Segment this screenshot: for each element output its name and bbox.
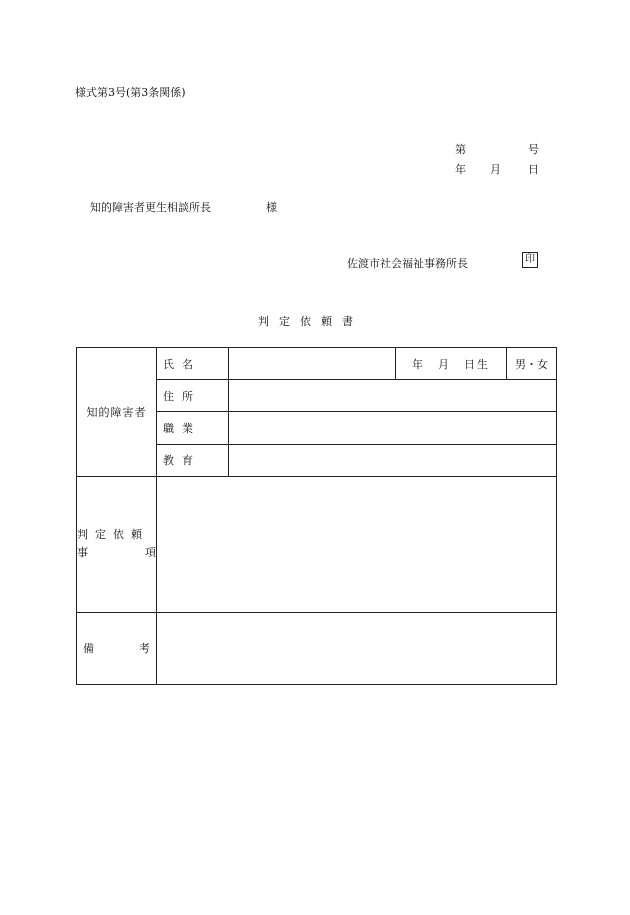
request-items-field[interactable]	[157, 476, 557, 612]
sender-name: 佐渡市社会福祉事務所長	[347, 257, 468, 270]
date-month-label: 月	[490, 163, 501, 176]
sex-field[interactable]: 男・女	[507, 348, 557, 380]
name-field[interactable]	[229, 348, 396, 380]
seal-mark: 印	[522, 252, 538, 268]
request-items-label	[77, 476, 157, 612]
addressee-name: 知的障害者更生相談所長	[90, 201, 211, 214]
request-items-label-right: 項	[145, 546, 156, 560]
request-form-table	[76, 347, 557, 685]
occupation-field[interactable]	[229, 412, 557, 444]
addressee-honorific: 様	[266, 201, 277, 214]
occupation-label: 職業	[157, 412, 229, 444]
name-label: 氏名	[157, 348, 229, 380]
birthdate-field[interactable]: 年 月 日生	[396, 348, 507, 380]
notes-label	[77, 612, 157, 684]
request-items-label-line1: 判定依頼	[77, 528, 149, 542]
subject-group-label: 知的障害者	[77, 348, 157, 477]
education-field[interactable]	[229, 444, 557, 476]
date-year-label: 年	[455, 163, 466, 176]
address-field[interactable]	[229, 380, 557, 412]
document-title: 判定依頼書	[258, 315, 363, 328]
notes-field[interactable]	[157, 612, 557, 684]
address-label: 住所	[157, 380, 229, 412]
request-items-label-left: 事	[77, 546, 88, 560]
form-number: 様式第3号(第3条関係)	[75, 86, 186, 99]
notes-label-left: 備	[83, 642, 94, 656]
education-label: 教育	[157, 444, 229, 476]
document-number-prefix: 第	[455, 143, 466, 156]
notes-label-right: 考	[139, 642, 150, 656]
date-day-label: 日	[528, 163, 539, 176]
document-number-suffix: 号	[528, 143, 539, 156]
